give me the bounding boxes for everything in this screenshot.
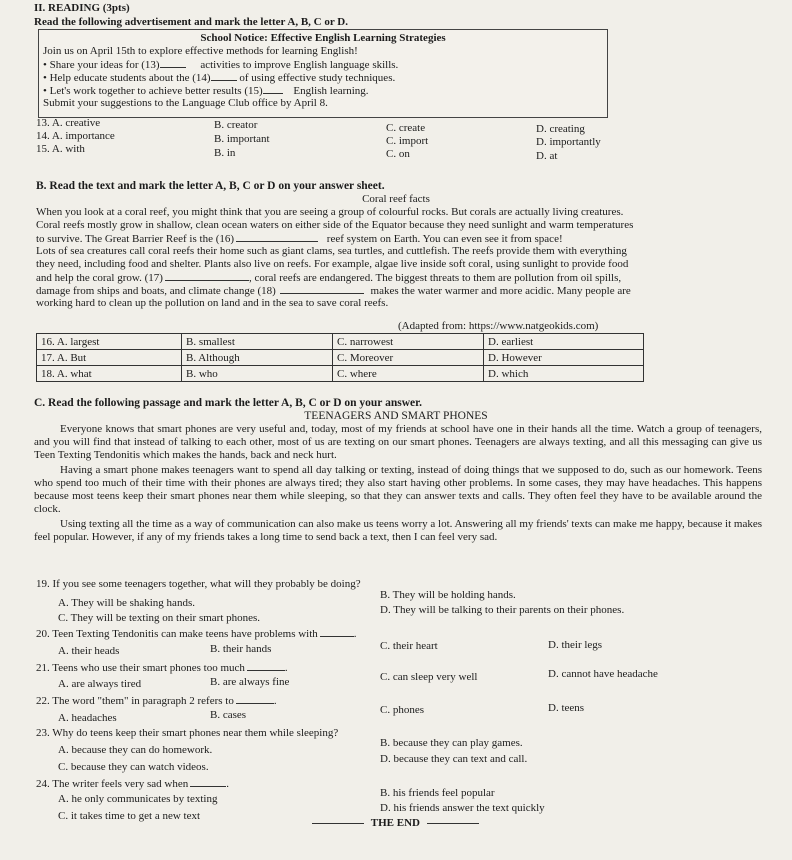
passage-line-18: damage from ships and boats, and climate change (18) makes the water warmer and more acidic. Many people are [36,285,631,297]
option-c[interactable]: C. can sleep very well [380,671,478,683]
passage-line: they need, including food and shelter. Plants also live on reefs. For example, algae live inside soft coral, using sunlight to provide food [36,258,629,270]
question-stem: 19. If you see some teenagers together, what will they probably be doing? [36,578,361,590]
table-row [37,334,644,350]
notice-title: School Notice: Effective English Learning Strategies [200,32,446,44]
option-c[interactable]: C. narrowest [333,334,484,350]
option-b[interactable]: B. their hands [210,643,272,655]
option-a[interactable]: 14. A. importance [36,130,115,142]
option-d[interactable]: D. their legs [548,639,603,651]
option-b[interactable]: B. creator [214,119,258,131]
part-b-title: Coral reef facts [362,193,430,205]
option-c[interactable]: C. because they can watch videos. [58,761,209,773]
option-d[interactable]: D. earliest [484,334,644,350]
option-c[interactable]: C. They will be texting on their smart phones. [58,612,261,624]
option-a[interactable]: A. headaches [58,712,117,724]
table-row [37,350,644,366]
option-c[interactable]: C. it takes time to get a new text [58,810,201,822]
option-d[interactable]: D. because they can text and call. [380,753,528,765]
part-a-instruction: Read the following advertisement and mark the letter A, B, C or D. [34,16,348,28]
option-d[interactable]: D. at [536,150,558,162]
option-c[interactable]: C. on [386,148,410,160]
passage-line: working hard to clean up the pollution on land and in the sea to save coral reefs. [36,297,389,309]
part-c-title: TEENAGERS AND SMART PHONES [304,410,488,422]
option-b[interactable]: B. cases [210,709,247,721]
option-a[interactable]: 16. A. largest [37,334,182,350]
option-b[interactable]: B. who [182,366,333,382]
option-d[interactable]: D. importantly [536,136,601,148]
option-a[interactable]: 18. A. what [37,366,182,382]
option-c[interactable]: C. their heart [380,640,438,652]
option-b[interactable]: B. in [214,147,236,159]
option-b[interactable]: B. are always fine [210,676,290,688]
option-b[interactable]: B. important [214,133,270,145]
passage-line: Coral reefs mostly grow in shallow, clean ocean waters on either side of the Equator because they need sunlight and warm temperatures [36,219,634,231]
option-a[interactable]: A. their heads [58,645,120,657]
end-marker: THE END [312,817,479,829]
passage-line: Lots of sea creatures call coral reefs their home such as giant clams, sea turtles, and cuttlefish. The reefs provide them with everything [36,245,627,257]
notice-line: Join us on April 15th to explore effective methods for learning English! [43,45,358,57]
table-row [37,366,644,382]
notice-bullet-13: • Share your ideas for (13) activities to improve English language skills. [43,59,399,71]
source-citation: (Adapted from: https://www.natgeokids.com) [398,320,599,332]
option-b[interactable]: B. smallest [182,334,333,350]
options-table [36,333,644,382]
option-a[interactable]: A. he only communicates by texting [58,793,218,805]
option-d[interactable]: D. teens [548,702,585,714]
paragraph-3: Using texting all the time as a way of communication can also make us teens worry a lot. Answering all my friends' texts can make me happy, because it makes feel popular. However, if any of my friends takes a long time to send back a text, then I can feel very sad. [34,518,762,543]
paragraph-1: Everyone knows that smart phones are very useful and, today, most of my friends at school have one in their hands all the time. Watch a group of teenagers, and you will find that instead of talking to each other, most of us are texting on our smart phones. Teenagers are always texting, and all this messaging can give us Teen Texting Tendonitis which makes the hands, back and neck hurt. [34,423,762,461]
passage-line-16: to survive. The Great Barrier Reef is the (16) reef system on Earth. You can even see it from space! [36,233,563,245]
part-c-instruction: C. Read the following passage and mark the letter A, B, C or D on your answer. [34,397,423,409]
option-d[interactable]: D. They will be talking to their parents on their phones. [380,604,625,616]
notice-bullet-14: • Help educate students about the (14) of using effective study techniques. [43,72,396,84]
option-a[interactable]: 17. A. But [37,350,182,366]
option-d[interactable]: D. cannot have headache [548,668,658,680]
option-d[interactable]: D. which [484,366,644,382]
option-c[interactable]: C. where [333,366,484,382]
option-b[interactable]: B. his friends feel popular [380,787,495,799]
question-stem: 24. The writer feels very sad when . [36,778,229,790]
option-a[interactable]: 15. A. with [36,143,85,155]
question-stem: 21. Teens who use their smart phones too much . [36,662,288,674]
paragraph-2: Having a smart phone makes teenagers want to spend all day talking or texting, instead of doing things that we supposed to do, such as our homework. Teens who spend too much of their time with their phones are always tired; they also start having other problems. In some cases, they may have headaches. This happens because most teens keep their smart phones near them while sleeping, so that they can answer texts and calls. They often feel they have to be available around the clock. [34,464,762,515]
option-b[interactable]: B. because they can play games. [380,737,523,749]
question-stem: 20. Teen Texting Tendonitis can make teens have problems with . [36,628,357,640]
option-a[interactable]: A. are always tired [58,678,142,690]
section-heading: II. READING (3pts) [34,2,130,14]
question-stem: 22. The word "them" in paragraph 2 refers to . [36,695,277,707]
option-b[interactable]: B. Although [182,350,333,366]
passage-line: When you look at a coral reef, you might think that you are seeing a group of colourful rocks. But corals are actually living creatures. [36,206,624,218]
option-b[interactable]: B. They will be holding hands. [380,589,516,601]
passage-line-17: and help the coral grow. (17) , coral reefs are endangered. The biggest threats to them are pollution from oil spills, [36,272,622,284]
option-a[interactable]: A. They will be shaking hands. [58,597,195,609]
notice-bullet-15: • Let's work together to achieve better results (15) English learning. [43,85,369,97]
option-c[interactable]: C. create [386,122,426,134]
option-a[interactable]: 13. A. creative [36,117,101,129]
option-a[interactable]: A. because they can do homework. [58,744,213,756]
option-d[interactable]: D. his friends answer the text quickly [380,802,545,814]
option-d[interactable]: D. creating [536,123,585,135]
question-stem: 23. Why do teens keep their smart phones near them while sleeping? [36,727,339,739]
option-c[interactable]: C. Moreover [333,350,484,366]
option-d[interactable]: D. However [484,350,644,366]
part-b-instruction: B. Read the text and mark the letter A, B, C or D on your answer sheet. [36,180,385,192]
option-c[interactable]: C. phones [380,704,424,716]
option-c[interactable]: C. import [386,135,429,147]
school-notice [38,29,608,118]
notice-line-last: Submit your suggestions to the Language Club office by April 8. [43,97,328,109]
